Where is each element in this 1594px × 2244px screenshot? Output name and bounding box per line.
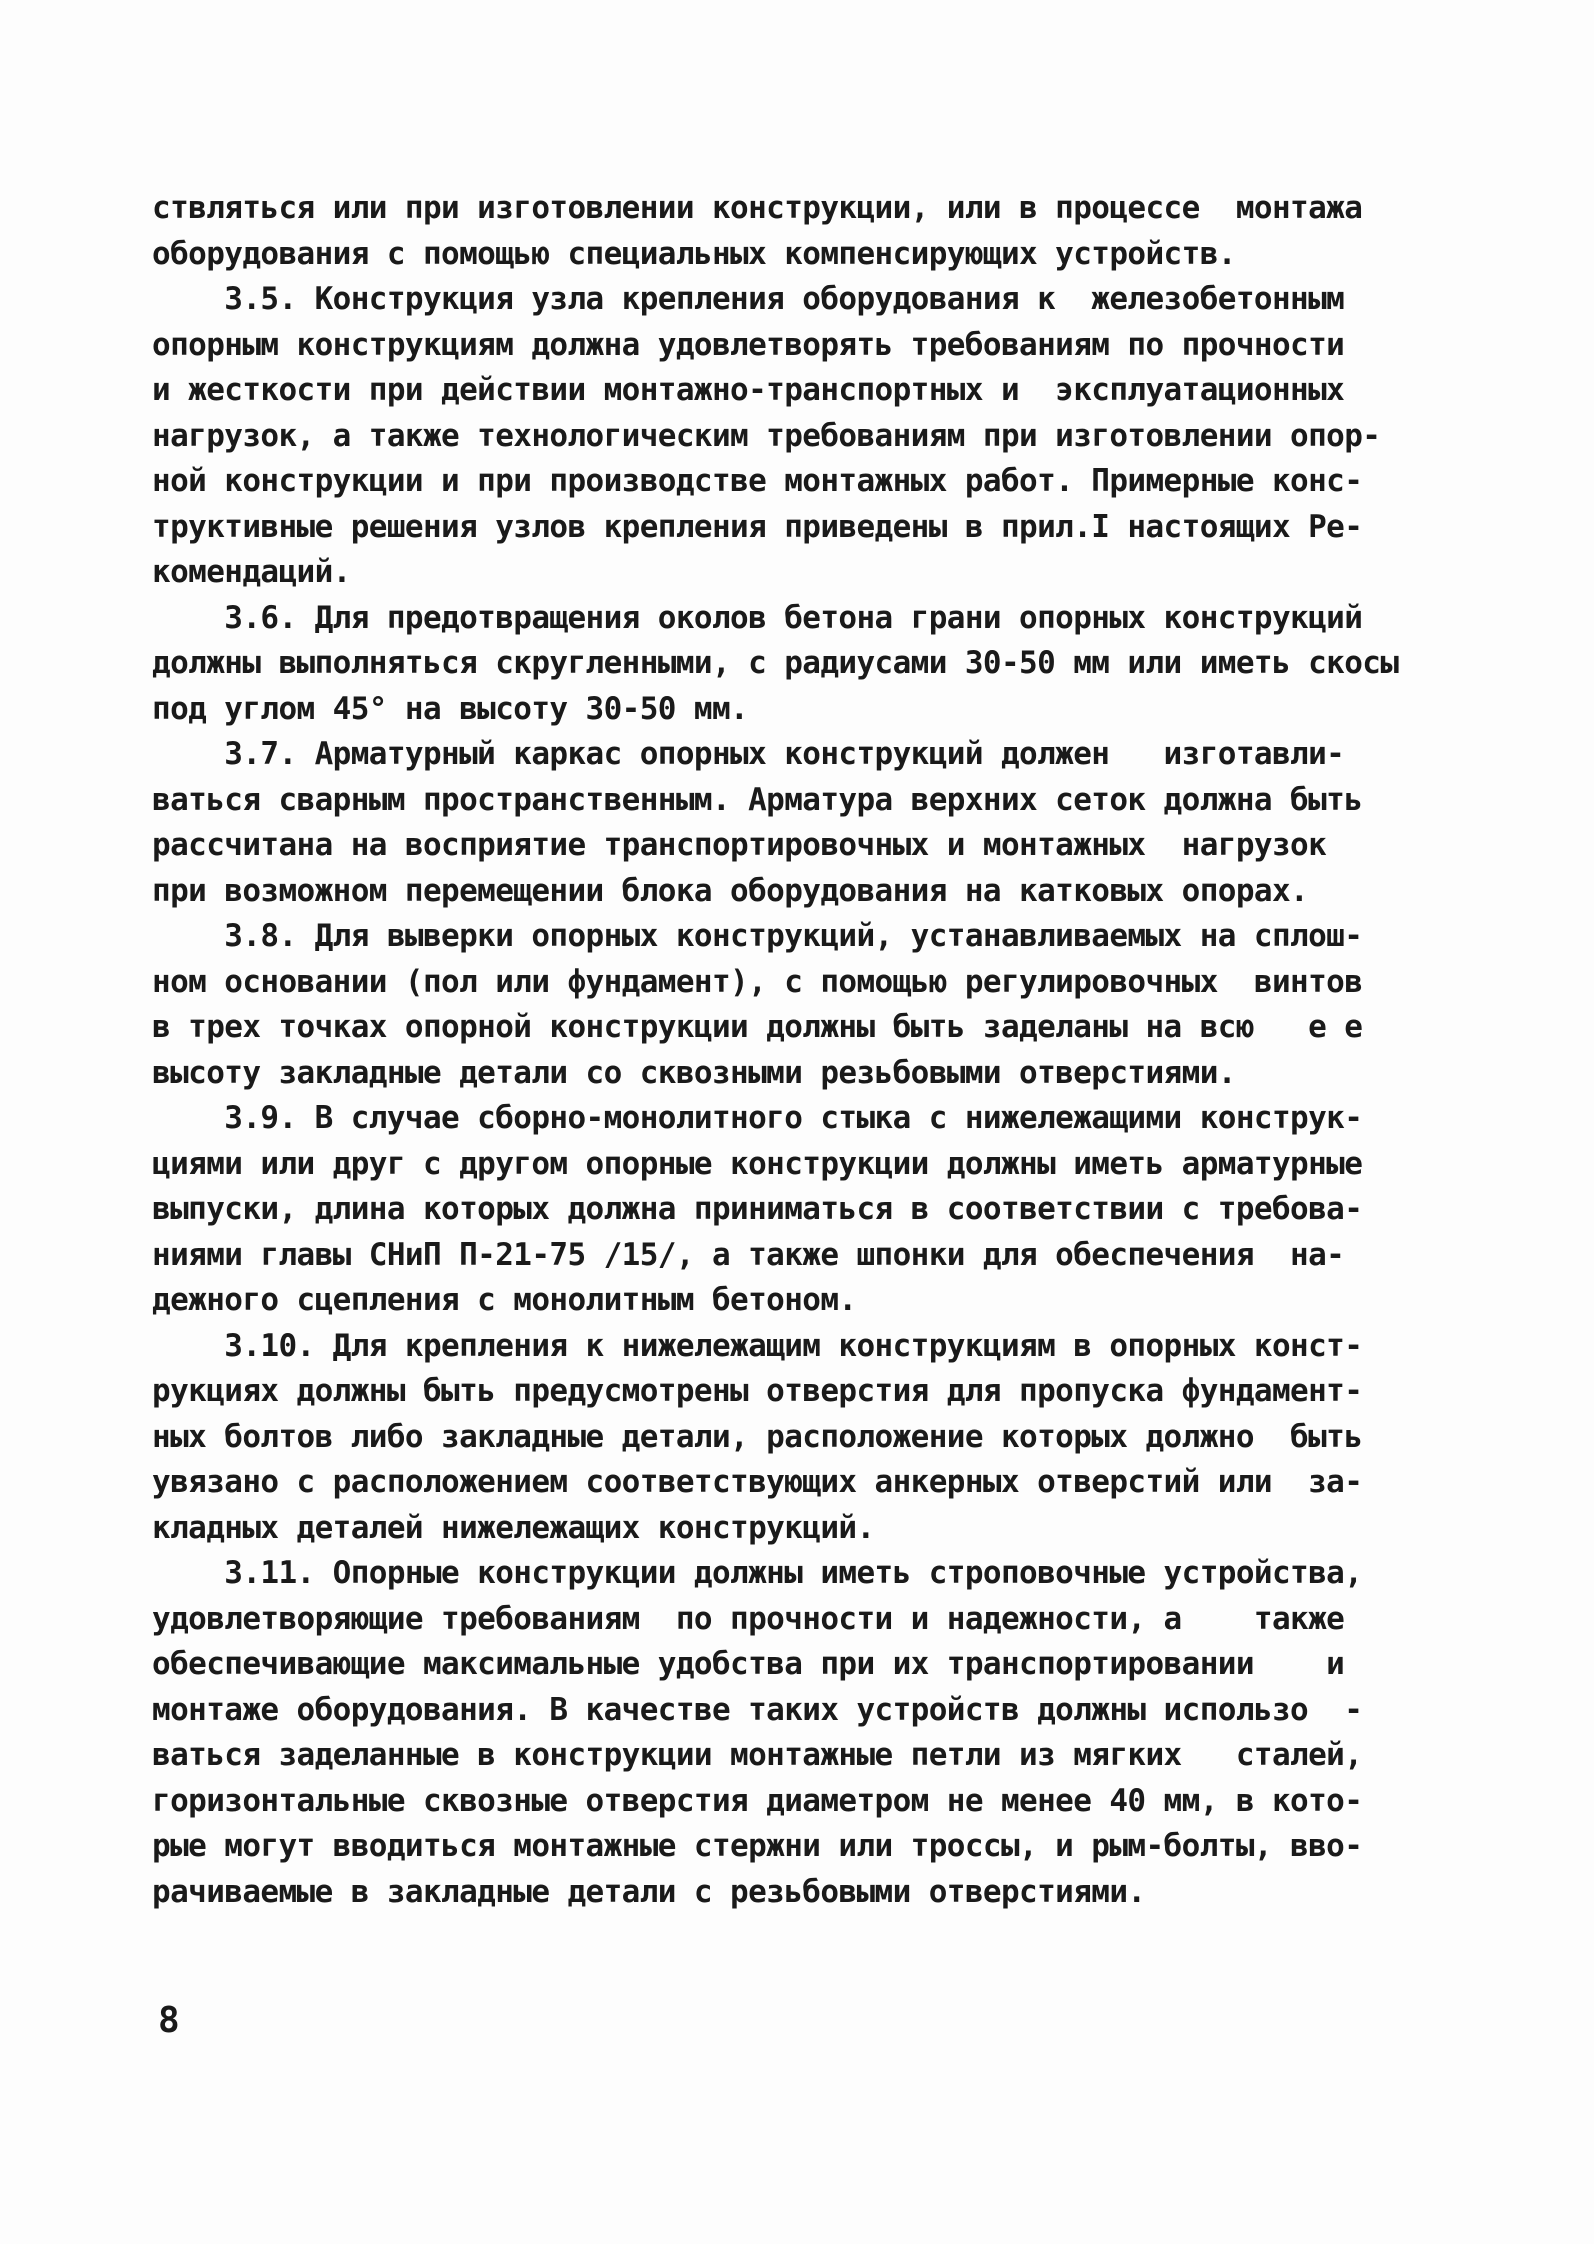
text-line: 3.11. Опорные конструкции должны иметь строповочные устройства, — [152, 1555, 1363, 1591]
page-number: 8 — [158, 2000, 180, 2041]
text-line: должны выполняться скругленными, с радиусами 30-50 мм или иметь скосы — [152, 645, 1399, 681]
text-line: под углом 45° на высоту 30-50 мм. — [152, 690, 749, 727]
text-line: нагрузок, а также технологическим требованиям при изготовлении опор- — [152, 417, 1381, 454]
text-line: горизонтальные сквозные отверстия диаметром не менее 40 мм, в кото- — [152, 1782, 1363, 1819]
text-line: рукциях должны быть предусмотрены отверстия для пропуска фундамент- — [152, 1373, 1363, 1409]
text-line: 3.7. Арматурный каркас опорных конструкций должен изготавли- — [152, 736, 1345, 772]
text-line: ной конструкции и при производстве монтажных работ. Примерные конс- — [152, 463, 1363, 499]
text-line: монтаже оборудования. В качестве таких устройств должны использо - — [152, 1691, 1363, 1728]
text-line: труктивные решения узлов крепления приведены в прил.I настоящих Ре- — [152, 508, 1363, 545]
text-line: циями или друг с другом опорные конструкции должны иметь арматурные — [152, 1145, 1363, 1182]
text-line: в трех точках опорной конструкции должны быть заделаны на всю е е — [152, 1009, 1363, 1045]
text-line: 3.10. Для крепления к нижележащим конструкциям в опорных конст- — [152, 1327, 1363, 1364]
text-line: комендаций. — [152, 554, 351, 590]
text-line: высоту закладные детали со сквозными резьбовыми отверстиями. — [152, 1054, 1236, 1091]
text-line: рые могут вводиться монтажные стержни или троссы, и рым-болты, вво- — [152, 1828, 1363, 1864]
text-line: дежного сцепления с монолитным бетоном. — [152, 1282, 857, 1318]
text-line: ствляться или при изготовлении конструкции, или в процессе монтажа — [152, 190, 1363, 226]
text-line: ниями главы СНиП П-21-75 /15/, а также шпонки для обеспечения на- — [152, 1236, 1345, 1273]
text-line: выпуски, длина которых должна приниматься в соответствии с требова- — [152, 1191, 1363, 1227]
text-line: рассчитана на восприятие транспортировочных и монтажных нагрузок — [152, 827, 1327, 863]
text-line: 3.9. В случае сборно-монолитного стыка с нижележащими конструк- — [152, 1100, 1363, 1136]
text-line: опорным конструкциям должна удовлетворять требованиям по прочности — [152, 326, 1345, 363]
text-line: обеспечивающие максимальные удобства при их транспортировании и — [152, 1646, 1345, 1682]
text-line: удовлетворяющие требованиям по прочности и надежности, а также — [152, 1600, 1345, 1637]
text-line: рачиваемые в закладные детали с резьбовыми отверстиями. — [152, 1873, 1146, 1910]
text-line: ных болтов либо закладные детали, расположение которых должно быть — [152, 1418, 1363, 1455]
text-line: оборудования с помощью специальных компенсирующих устройств. — [152, 235, 1236, 272]
document-body — [152, 186, 1452, 1915]
text-line: ваться сварным пространственным. Арматура верхних сеток должна быть — [152, 781, 1363, 818]
text-line: 3.8. Для выверки опорных конструкций, устанавливаемых на сплош- — [152, 918, 1363, 954]
text-line: ваться заделанные в конструкции монтажные петли из мягких сталей, — [152, 1737, 1363, 1773]
text-line: увязано с расположением соответствующих анкерных отверстий или за- — [152, 1464, 1363, 1500]
text-line: 3.6. Для предотвращения околов бетона грани опорных конструкций — [152, 599, 1363, 636]
text-line: кладных деталей нижележащих конструкций. — [152, 1509, 875, 1546]
text-line: и жесткости при действии монтажно-транспортных и эксплуатационных — [152, 372, 1345, 408]
text-line: 3.5. Конструкция узла крепления оборудования к железобетонным — [152, 281, 1345, 317]
text-line: при возможном перемещении блока оборудования на катковых опорах. — [152, 872, 1309, 909]
text-line: ном основании (пол или фундамент), с помощью регулировочных винтов — [152, 963, 1363, 1000]
